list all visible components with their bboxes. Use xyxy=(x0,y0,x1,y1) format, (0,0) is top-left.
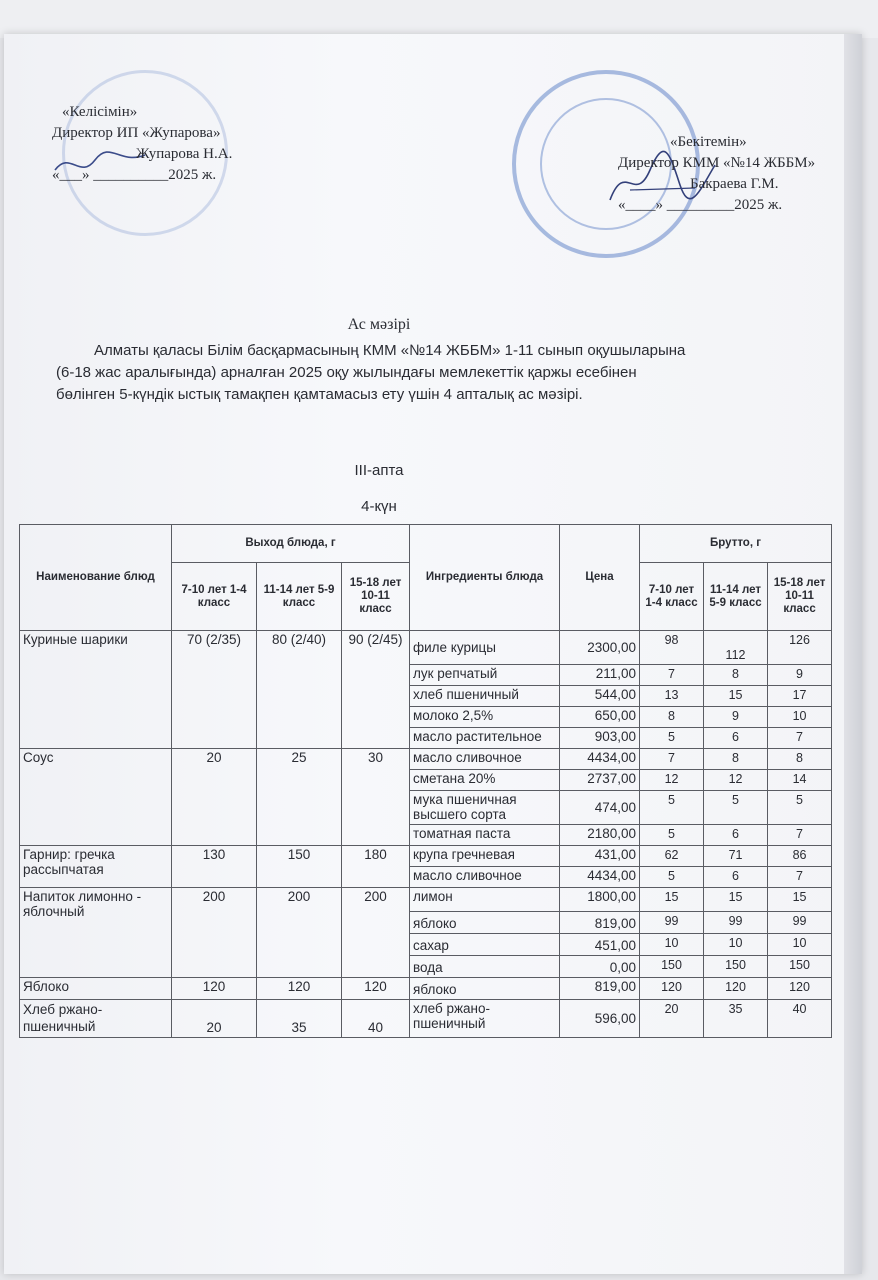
dish-name: Гарнир: гречка рассыпчатая xyxy=(20,846,172,888)
gross-11-14: 5 xyxy=(704,791,768,825)
gross-11-14: 35 xyxy=(704,1000,768,1038)
dish-name: Соус xyxy=(20,749,172,846)
day-label: 4-күн xyxy=(361,498,397,515)
dish-output-15-18: 120 xyxy=(342,978,410,1000)
gross-15-18: 8 xyxy=(768,749,832,770)
gross-7-10: 8 xyxy=(640,707,704,728)
dish-output-7-10: 130 xyxy=(172,846,257,888)
gross-11-14: 9 xyxy=(704,707,768,728)
gross-7-10: 150 xyxy=(640,956,704,978)
gross-15-18: 150 xyxy=(768,956,832,978)
gross-15-18: 17 xyxy=(768,686,832,707)
ingredient-price: 211,00 xyxy=(560,665,640,686)
menu-table xyxy=(19,524,832,1038)
header-output-age-7-10: 7-10 лет 1-4 класс xyxy=(172,563,257,631)
ingredient: сметана 20% xyxy=(410,770,560,791)
ingredient-price: 0,00 xyxy=(560,956,640,978)
gross-15-18: 9 xyxy=(768,665,832,686)
ingredient: молоко 2,5% xyxy=(410,707,560,728)
header-output-age-11-14: 11-14 лет 5-9 класс xyxy=(257,563,342,631)
dish-output-7-10: 20 xyxy=(172,749,257,846)
dish-name: Напиток лимонно - яблочный xyxy=(20,888,172,978)
approver-name: Жупарова Н.А. xyxy=(136,146,233,162)
dish-output-7-10: 200 xyxy=(172,888,257,978)
gross-7-10: 10 xyxy=(640,934,704,956)
ingredient-price: 596,00 xyxy=(560,1000,640,1038)
gross-11-14: 99 xyxy=(704,912,768,934)
ingredient-price: 431,00 xyxy=(560,846,640,867)
sheet-edge xyxy=(844,34,862,1274)
gross-7-10: 5 xyxy=(640,791,704,825)
dish-output-7-10: 20 xyxy=(172,1000,257,1038)
dish-output-11-14: 200 xyxy=(257,888,342,978)
gross-7-10: 13 xyxy=(640,686,704,707)
header-dish-name: Наименование блюд xyxy=(20,525,172,631)
header-gross-age-7-10: 7-10 лет 1-4 класс xyxy=(640,563,704,631)
ingredient: масло сливочное xyxy=(410,867,560,888)
gross-15-18: 40 xyxy=(768,1000,832,1038)
gross-7-10: 20 xyxy=(640,1000,704,1038)
gross-11-14: 15 xyxy=(704,686,768,707)
ingredient-price: 819,00 xyxy=(560,978,640,1000)
gross-11-14: 10 xyxy=(704,934,768,956)
gross-7-10: 5 xyxy=(640,825,704,846)
gross-7-10: 15 xyxy=(640,888,704,912)
approver-position: Директор КММ «№14 ЖББМ» xyxy=(618,155,816,171)
ingredient: крупа гречневая xyxy=(410,846,560,867)
gross-15-18: 15 xyxy=(768,888,832,912)
approval-date: «____» _________2025 ж. xyxy=(618,197,783,213)
gross-15-18: 7 xyxy=(768,825,832,846)
dish-name: Яблоко xyxy=(20,978,172,1000)
gross-11-14: 12 xyxy=(704,770,768,791)
gross-7-10: 7 xyxy=(640,665,704,686)
header-gross-age-15-18: 15-18 лет 10-11 класс xyxy=(768,563,832,631)
ingredient: лимон xyxy=(410,888,560,912)
dish-output-11-14: 25 xyxy=(257,749,342,846)
ingredient-price: 451,00 xyxy=(560,934,640,956)
approval-block-right xyxy=(618,132,815,216)
dish-output-7-10: 70 (2/35) xyxy=(172,631,257,749)
ingredient: филе курицы xyxy=(410,631,560,665)
ingredient: хлеб пшеничный xyxy=(410,686,560,707)
dish-output-11-14: 35 xyxy=(257,1000,342,1038)
ingredient: масло растительное xyxy=(410,728,560,749)
gross-7-10: 99 xyxy=(640,912,704,934)
approver-position: Директор ИП «Жупарова» xyxy=(52,125,221,141)
dish-output-11-14: 120 xyxy=(257,978,342,1000)
ingredient-price: 4434,00 xyxy=(560,867,640,888)
dish-output-11-14: 80 (2/40) xyxy=(257,631,342,749)
ingredient: мука пшеничная высшего сорта xyxy=(410,791,560,825)
dish-name: Хлеб ржано-пшеничный xyxy=(20,1000,172,1038)
ingredient-price: 474,00 xyxy=(560,791,640,825)
header-ingredients: Ингредиенты блюда xyxy=(410,525,560,631)
ingredient-price: 1800,00 xyxy=(560,888,640,912)
gross-11-14: 120 xyxy=(704,978,768,1000)
week-label: III-апта xyxy=(354,462,404,479)
gross-7-10: 120 xyxy=(640,978,704,1000)
gross-15-18: 7 xyxy=(768,728,832,749)
intro-paragraph: Алматы қаласы Білім басқармасының КММ «№14 ЖББМ» 1-11 сынып оқушыларына (6-18 жас аралығында) арналған 2025 оқу жылындағы мемлекеттік қаржы есебінен бөлінген 5-күндік ыстық тамақпен қамтамасыз ету үшін 4 апталық ас мәзірі. xyxy=(56,342,686,403)
approval-label: «Келісімін» xyxy=(62,104,138,120)
ingredient-price: 2300,00 xyxy=(560,631,640,665)
dish-output-7-10: 120 xyxy=(172,978,257,1000)
gross-15-18: 14 xyxy=(768,770,832,791)
gross-7-10: 5 xyxy=(640,728,704,749)
ingredient: яблоко xyxy=(410,912,560,934)
gross-7-10: 5 xyxy=(640,867,704,888)
ingredient-price: 819,00 xyxy=(560,912,640,934)
gross-11-14: 112 xyxy=(704,631,768,665)
gross-15-18: 86 xyxy=(768,846,832,867)
gross-11-14: 15 xyxy=(704,888,768,912)
ingredient: лук репчатый xyxy=(410,665,560,686)
header-output: Выход блюда, г xyxy=(172,525,410,563)
dish-name: Куриные шарики xyxy=(20,631,172,749)
ingredient-price: 903,00 xyxy=(560,728,640,749)
dish-output-15-18: 40 xyxy=(342,1000,410,1038)
gross-7-10: 12 xyxy=(640,770,704,791)
approval-date: «___» __________2025 ж. xyxy=(52,167,217,183)
gross-11-14: 150 xyxy=(704,956,768,978)
approver-name: Бакраева Г.М. xyxy=(690,176,779,192)
gross-11-14: 71 xyxy=(704,846,768,867)
dish-output-15-18: 200 xyxy=(342,888,410,978)
ingredient-price: 2737,00 xyxy=(560,770,640,791)
gross-7-10: 98 xyxy=(640,631,704,665)
ingredient-price: 2180,00 xyxy=(560,825,640,846)
photo-background-top xyxy=(0,0,878,38)
gross-15-18: 10 xyxy=(768,707,832,728)
header-gross: Брутто, г xyxy=(640,525,832,563)
ingredient: томатная паста xyxy=(410,825,560,846)
approval-block-left xyxy=(52,102,232,186)
page-title: Ас мәзірі xyxy=(347,316,411,333)
gross-11-14: 8 xyxy=(704,665,768,686)
ingredient: хлеб ржано-пшеничный xyxy=(410,1000,560,1038)
gross-11-14: 6 xyxy=(704,825,768,846)
ingredient-price: 650,00 xyxy=(560,707,640,728)
gross-15-18: 10 xyxy=(768,934,832,956)
ingredient-price: 4434,00 xyxy=(560,749,640,770)
ingredient: сахар xyxy=(410,934,560,956)
dish-output-15-18: 180 xyxy=(342,846,410,888)
gross-11-14: 8 xyxy=(704,749,768,770)
gross-15-18: 7 xyxy=(768,867,832,888)
header-gross-age-11-14: 11-14 лет 5-9 класс xyxy=(704,563,768,631)
dish-output-11-14: 150 xyxy=(257,846,342,888)
gross-15-18: 120 xyxy=(768,978,832,1000)
approval-label: «Бекітемін» xyxy=(670,134,747,150)
gross-7-10: 7 xyxy=(640,749,704,770)
gross-15-18: 5 xyxy=(768,791,832,825)
header-output-age-15-18: 15-18 лет 10-11 класс xyxy=(342,563,410,631)
dish-output-15-18: 90 (2/45) xyxy=(342,631,410,749)
ingredient: вода xyxy=(410,956,560,978)
gross-15-18: 99 xyxy=(768,912,832,934)
ingredient: масло сливочное xyxy=(410,749,560,770)
dish-output-15-18: 30 xyxy=(342,749,410,846)
ingredient-price: 544,00 xyxy=(560,686,640,707)
gross-11-14: 6 xyxy=(704,728,768,749)
header-price: Цена xyxy=(560,525,640,631)
gross-7-10: 62 xyxy=(640,846,704,867)
gross-11-14: 6 xyxy=(704,867,768,888)
gross-15-18: 126 xyxy=(768,631,832,665)
ingredient: яблоко xyxy=(410,978,560,1000)
